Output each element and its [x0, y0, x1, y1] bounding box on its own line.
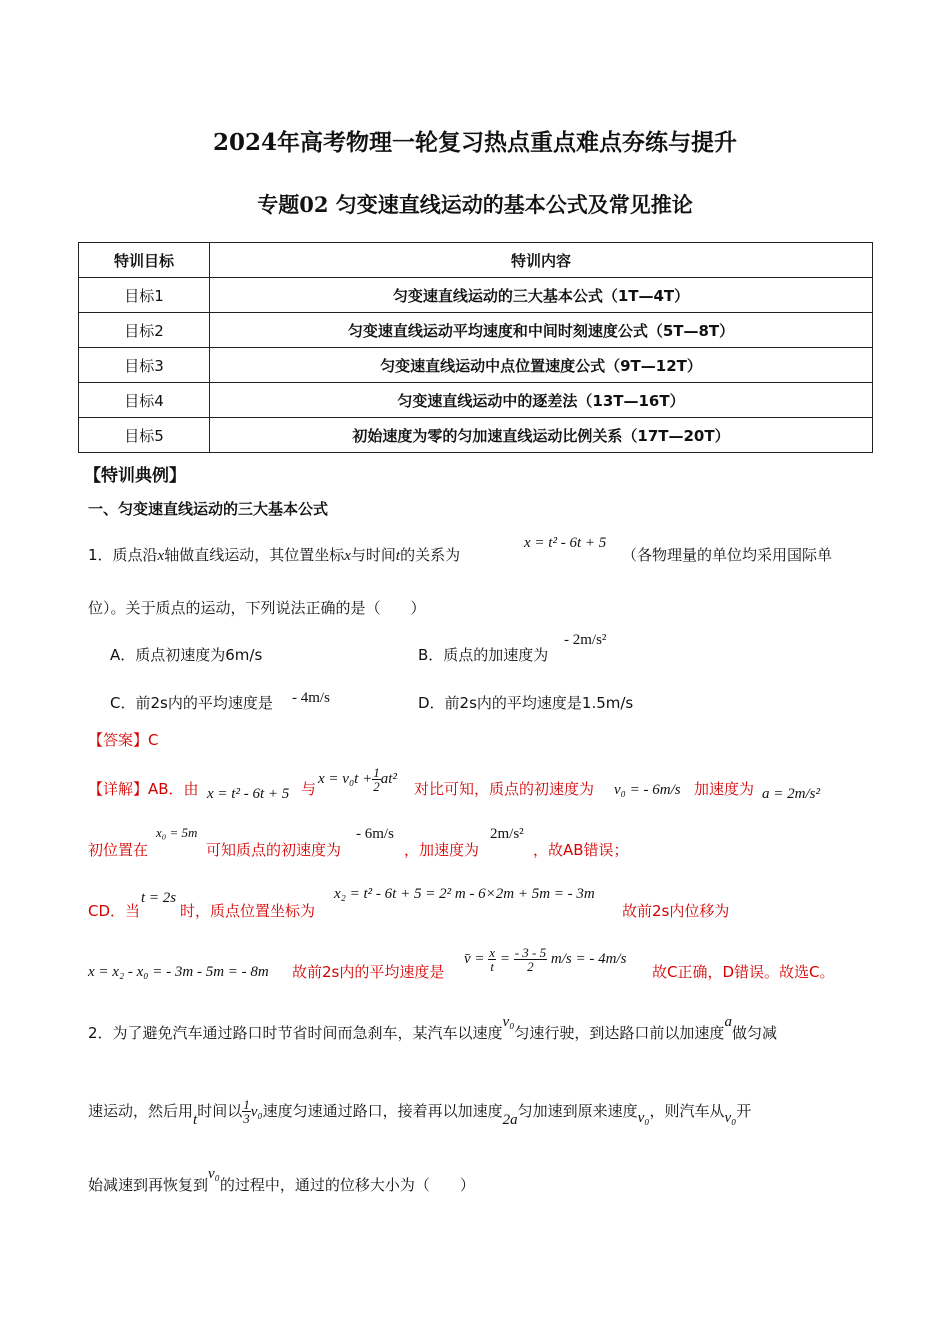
detail-1-formula-4: a = 2m/s² [762, 786, 820, 802]
table-header-row [79, 243, 873, 278]
section-heading: 一、匀变速直线运动的三大基本公式 [88, 500, 329, 518]
option-c-value: - 4m/s [292, 690, 330, 706]
option-b-value: - 2m/s² [564, 632, 607, 648]
detail-2-text-d: ，故AB错误； [533, 841, 629, 859]
table-row [79, 278, 873, 313]
page-subtitle: 专题02 匀变速直线运动的基本公式及常见推论 [257, 192, 693, 217]
question-2-line-1: 2．为了避免汽车通过路口时节省时间而急刹车，某汽车以速度v₀匀速行驶，到达路口前以加速度a做匀减 [88, 1014, 777, 1042]
question-1-line-1-tail: （各物理量的单位均采用国际单 [622, 546, 833, 564]
table-cell-goal: 目标2 [79, 313, 210, 348]
detail-2-formula-1: x₀ = 5m [156, 825, 198, 840]
table-cell-goal: 目标5 [79, 418, 210, 453]
table-header-content: 特训内容 [210, 243, 873, 278]
table-row [79, 313, 873, 348]
detail-1-formula-1: x = t² - 6t + 5 [207, 786, 290, 802]
table-row [79, 418, 873, 453]
detail-1-formula-2: x = v₀t + $\frac{1}{2}$ at² [318, 765, 397, 794]
detail-4-formula-1: x = x₂ - x₀ = - 3m - 5m = - 8m [88, 964, 269, 980]
question-2-line-3: 始减速到再恢复到v₀的过程中，通过的位移大小为（ ） [88, 1166, 475, 1194]
table-cell-goal: 目标1 [79, 278, 210, 313]
question-2-line-2: 速运动，然后用t时间以 $\frac{1}{3}$ v₀速度匀速通过路口，接着再以加速度2a匀加速到原来速度v₀，则汽车从v₀开 [88, 1097, 752, 1128]
table-cell-content: 匀变速直线运动中点位置速度公式（9T—12T） [210, 348, 873, 383]
section-label: 【特训典例】 [84, 466, 186, 486]
detail-1-formula-3: v₀ = - 6m/s [614, 782, 681, 798]
table-cell-content: 初始速度为零的匀加速直线运动比例关系（17T—20T） [210, 418, 873, 453]
option-d: D．前2s内的平均速度是1.5m/s [418, 694, 634, 712]
option-b: B．质点的加速度为 [418, 646, 549, 664]
detail-2-prefix: 初位置在 [88, 841, 149, 859]
question-1-line-1: 1．质点沿x轴做直线运动，其位置坐标x与时间t的关系为 [88, 546, 461, 564]
detail-1-text-b: 与 [301, 780, 317, 798]
table-cell-content: 匀变速直线运动中的逐差法（13T—16T） [210, 383, 873, 418]
table-cell-goal: 目标3 [79, 348, 210, 383]
table-cell-goal: 目标4 [79, 383, 210, 418]
detail-4-text-a: 故前2s内的平均速度是 [292, 963, 445, 981]
detail-2-text-c: ，加速度为 [404, 841, 480, 859]
formula-position: x = t² - 6t + 5 [524, 535, 607, 551]
table-cell-content: 匀变速直线运动的三大基本公式（1T—4T） [210, 278, 873, 313]
answer-label: 【答案】C [88, 731, 159, 749]
option-a: A．质点初速度为6m/s [110, 646, 263, 664]
detail-3-text-b: 时，质点位置坐标为 [180, 902, 316, 920]
detail-1-prefix: 【详解】AB．由 [88, 780, 199, 798]
detail-3-prefix: CD．当 [88, 902, 141, 920]
question-1-line-2: 位）。关于质点的运动，下列说法正确的是（ ） [88, 599, 426, 617]
detail-3-text-c: 故前2s内位移为 [622, 902, 730, 920]
page-title: 2024年高考物理一轮复习热点重点难点夯练与提升 [212, 129, 737, 156]
detail-3-formula-1: t = 2s [141, 890, 177, 906]
table-header-goal: 特训目标 [79, 243, 210, 278]
table-row [79, 348, 873, 383]
detail-2-text-b: 可知质点的初速度为 [206, 841, 342, 859]
goals-table [78, 242, 873, 453]
detail-2-formula-2: - 6m/s [356, 826, 394, 842]
detail-4-text-b: 故C正确，D错误。故选C。 [652, 963, 835, 981]
table-row [79, 383, 873, 418]
detail-1-text-c: 对比可知，质点的初速度为 [414, 780, 595, 798]
detail-4-formula-2: v̄ = $\frac{x}{t}$ = $\frac{- 3 - 5}{2}$ m/s = - 4m/s [464, 945, 627, 974]
detail-2-formula-3: 2m/s² [490, 826, 524, 842]
detail-1-text-d: 加速度为 [694, 780, 755, 798]
table-cell-content: 匀变速直线运动平均速度和中间时刻速度公式（5T—8T） [210, 313, 873, 348]
detail-3-formula-2: x₂ = t² - 6t + 5 = 2² m - 6×2m + 5m = - 3m [334, 886, 595, 902]
option-c: C．前2s内的平均速度是 [110, 694, 273, 712]
